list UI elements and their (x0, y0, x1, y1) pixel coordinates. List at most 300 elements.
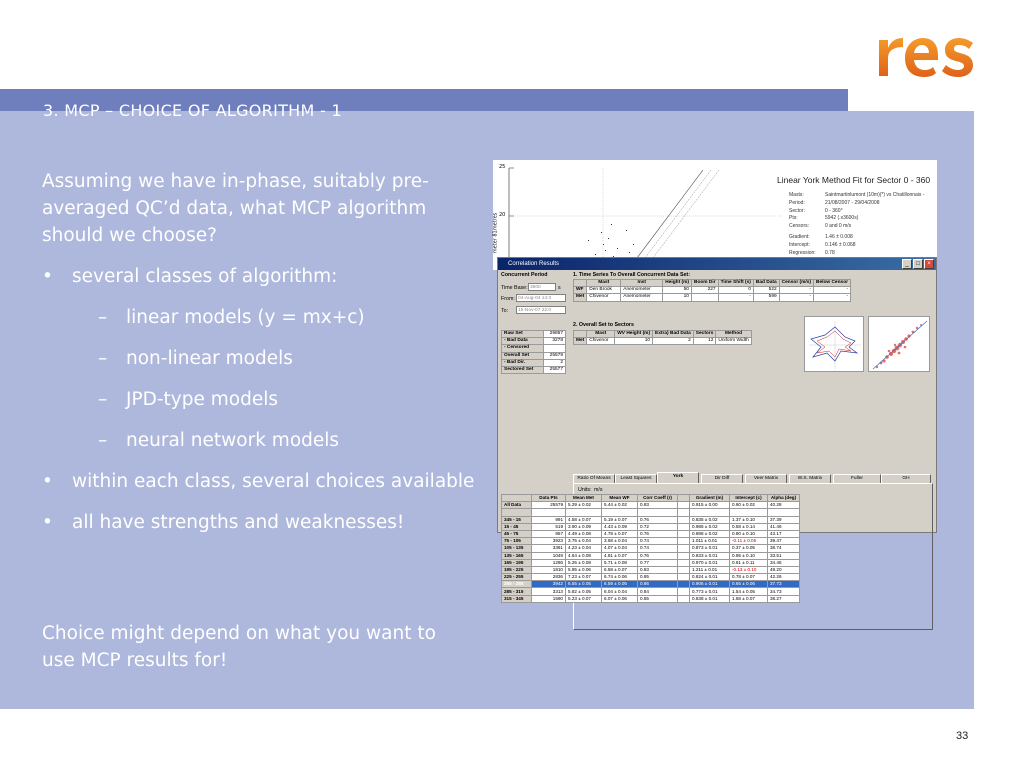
table-cell: 0.833 ± 0.01 (690, 552, 730, 559)
dash-mark: – (98, 307, 108, 328)
table-cell (678, 559, 690, 566)
meta-row (789, 242, 924, 250)
from-label: From: (501, 296, 515, 302)
table-cell: 135 - 165 (502, 552, 532, 559)
sub-bullet-text: neural network models (126, 430, 340, 451)
table-cell: 0.76 (638, 530, 678, 537)
table-cell: Anemometer (621, 287, 663, 294)
table-cell: 40.28 (768, 502, 800, 509)
dash-mark: – (98, 430, 108, 451)
table-cell: 0.78 ± 0.07 (730, 574, 768, 581)
meta-key: Intercept: (789, 241, 810, 248)
column-header: WV Height (m) (615, 331, 653, 338)
table-cell: 1.54 ± 0.05 (730, 588, 768, 595)
table-cell: 3942 (532, 581, 566, 588)
table-cell: 0.773 ± 0.01 (690, 588, 730, 595)
table-cell: 43.17 (768, 530, 800, 537)
table-header-row (574, 331, 752, 338)
bullet-text: several classes of algorithm: (72, 266, 338, 287)
tab-ratio-of-means[interactable]: Ratio Of Means (573, 474, 615, 483)
table-cell: 50 (663, 287, 692, 294)
table-cell (678, 545, 690, 552)
table-cell: 0.37 ± 0.05 (730, 545, 768, 552)
plot-title: Linear York Method Fit for Sector 0 - 360 (777, 175, 931, 185)
table-row (502, 331, 566, 338)
table-cell: 599 (753, 294, 779, 301)
table-cell: 0.76 (638, 552, 678, 559)
table-cell: 5.23 ± 0.07 (566, 595, 602, 602)
column-header: Below Censor (814, 280, 851, 287)
column-header (574, 280, 587, 287)
table-cell: 38.27 (768, 595, 800, 602)
sub-bullet-item (42, 386, 482, 413)
table-cell: 4.81 ± 0.07 (602, 552, 638, 559)
table-cell: 4.78 ± 0.07 (602, 530, 638, 537)
meta-row (789, 200, 924, 208)
table-cell (638, 509, 678, 516)
column-header: Intercept (c) (730, 495, 768, 502)
column-header: Mast (587, 331, 615, 338)
column-header (502, 495, 532, 502)
column-header: Mean Met (566, 495, 602, 502)
table-cell: 1810 (532, 566, 566, 573)
table-row (502, 366, 566, 373)
table-cell: Met (574, 338, 587, 345)
bullet-list (42, 263, 482, 536)
table-cell: 5.95 ± 0.06 (566, 566, 602, 573)
tab-least-squares[interactable]: Least Squares (615, 474, 657, 483)
table-cell (502, 509, 532, 516)
table-cell: 0.74 (638, 538, 678, 545)
table-cell: 285 - 315 (502, 588, 532, 595)
meta-row (789, 192, 924, 200)
meta-key: Masts: (789, 192, 804, 198)
sub-bullet-item (42, 345, 482, 372)
table-row[interactable] (502, 588, 800, 595)
table-cell: 7.23 ± 0.07 (566, 574, 602, 581)
time-base-unit: s (558, 285, 561, 291)
table-row[interactable] (574, 338, 752, 345)
sectors-table (573, 330, 752, 345)
scatter-plot-area (493, 160, 937, 270)
table-cell: 522 (753, 287, 779, 294)
table-cell: 5.44 ± 0.02 (602, 502, 638, 509)
meta-key: Gradient: (789, 233, 810, 240)
table-cell: 2 (653, 338, 694, 345)
table-cell: 0.74 (638, 545, 678, 552)
meta-key: Pts: (789, 215, 798, 222)
to-label: To: (501, 308, 509, 314)
column-header: Mean WF (602, 495, 638, 502)
tab-ws-matrix[interactable]: W.S. Matrix (789, 474, 831, 483)
table-cell: 165 - 195 (502, 559, 532, 566)
correlation-results-window (497, 257, 937, 601)
table-cell: 3278 (544, 338, 566, 345)
sub-bullet-item (42, 427, 482, 454)
table-cell: 5.71 ± 0.08 (602, 559, 638, 566)
dash-mark: – (98, 348, 108, 369)
bullet-text: within each class, several choices available (72, 471, 475, 492)
table-cell: 15 - 45 (502, 523, 532, 530)
meta-key: Regression: (789, 249, 816, 256)
column-header: Censor (m/s) (779, 280, 813, 287)
time-base-select[interactable]: 3600 (528, 283, 556, 291)
table-cell: 0.76 (638, 516, 678, 523)
meta-row (789, 215, 924, 223)
table-cell: 5.25 ± 0.08 (566, 559, 602, 566)
sub-bullet-item (42, 304, 482, 331)
table-cell: 6.04 ± 0.04 (602, 588, 638, 595)
table-cell: 6.59 ± 0.05 (602, 581, 638, 588)
table-cell: 6.55 ± 0.05 (566, 581, 602, 588)
table-cell: 45 - 75 (502, 530, 532, 537)
column-header: Sectors (693, 331, 716, 338)
table-cell: 0.61 ± 0.11 (730, 559, 768, 566)
density-scatter-plot (868, 316, 930, 372)
closing-paragraph: Choice might depend on what you want to use MCP results for! (42, 623, 436, 671)
section1-title: 1. Time Series To Overall Concurrent Data Set: (573, 272, 690, 278)
sub-bullet-text: non-linear models (126, 348, 293, 369)
table-cell (678, 538, 690, 545)
table-cell: 39.47 (768, 538, 800, 545)
meta-row (789, 208, 924, 216)
table-row[interactable] (502, 523, 800, 530)
table-row (502, 338, 566, 345)
time-base-label: Time Base: (501, 285, 528, 291)
table-row[interactable] (502, 502, 800, 509)
table-cell (678, 581, 690, 588)
table-cell: 0.65 ± 0.06 (730, 581, 768, 588)
table-cell: 0.84 (638, 588, 678, 595)
table-cell: 4.64 ± 0.08 (566, 552, 602, 559)
table-cell: - (814, 294, 851, 301)
column-header: Method (716, 331, 751, 338)
table-cell: 195 - 225 (502, 566, 532, 573)
column-header: Corr Coeff (r) (638, 495, 678, 502)
table-cell: 0.824 ± 0.01 (690, 574, 730, 581)
table-cell: 6.58 ± 0.07 (602, 566, 638, 573)
meta-value: 0.146 ± 0.068 (825, 241, 856, 248)
column-header: Gradient (m) (690, 495, 730, 502)
table-cell (678, 516, 690, 523)
title-gap (848, 89, 974, 111)
table-cell: 4.58 ± 0.07 (566, 516, 602, 523)
table-cell: 29857 (544, 331, 566, 338)
table-cell: 0.873 ± 0.01 (690, 545, 730, 552)
minimize-icon[interactable]: _ (902, 259, 912, 269)
table-cell: -0.11 ± 0.05 (730, 538, 768, 545)
column-header: Bad Data (753, 280, 779, 287)
meta-value: 0.78 (825, 249, 835, 256)
table-cell: 1.211 ± 0.01 (690, 566, 730, 573)
column-header: Data Pts (532, 495, 566, 502)
bullet-dot: • (42, 266, 53, 287)
table-row[interactable] (502, 538, 800, 545)
res-logo (876, 30, 976, 80)
table-cell: 255 - 285 (502, 581, 532, 588)
table-header-row (502, 495, 800, 502)
table-cell: 4.07 ± 0.04 (602, 545, 638, 552)
table-cell: 225 - 255 (502, 574, 532, 581)
table-cell (690, 509, 730, 516)
table-cell: 37.39 (768, 516, 800, 523)
table-row[interactable] (502, 559, 800, 566)
table-cell: 5.19 ± 0.07 (602, 516, 638, 523)
table-cell: 75 - 105 (502, 538, 532, 545)
tab-fuller[interactable]: Fuller (833, 474, 881, 483)
table-cell: 10 (615, 338, 653, 345)
table-cell (678, 595, 690, 602)
meta-value: 1.46 ± 0.008 (825, 233, 853, 240)
table-cell: 0.83 (638, 566, 678, 573)
table-cell: 42.26 (768, 574, 800, 581)
column-header: Mast (587, 280, 621, 287)
table-cell: 105 - 135 (502, 545, 532, 552)
fit-metadata (789, 192, 924, 257)
table-cell (678, 566, 690, 573)
table-cell: Chivenor (587, 294, 621, 301)
table-cell: 0.58 ± 0.14 (730, 523, 768, 530)
column-header: Boom Dir (691, 280, 718, 287)
table-cell: 0.83 (638, 502, 678, 509)
dash-mark: – (98, 389, 108, 410)
table-cell: 25579 (532, 502, 566, 509)
window-titlebar (498, 258, 936, 270)
table-cell: 345 - 15 (502, 516, 532, 523)
bullet-item (42, 509, 482, 536)
table-cell: 4.49 ± 0.08 (566, 530, 602, 537)
tab-veer-matrix[interactable]: Veer Matrix (745, 474, 787, 483)
column-header: Inst (621, 280, 663, 287)
table-cell: 0.838 ± 0.01 (690, 595, 730, 602)
table-cell: - Bad Dir. (502, 359, 544, 366)
units-value: m/s (594, 487, 603, 493)
table-cell: 1049 (532, 552, 566, 559)
bullet-text: all have strengths and weaknesses! (72, 512, 405, 533)
wind-rose-plot (804, 316, 864, 372)
table-cell: 4.43 ± 0.09 (602, 523, 638, 530)
table-cell: 0.85 (638, 595, 678, 602)
table-cell: Met (574, 294, 587, 301)
table-cell (678, 530, 690, 537)
meta-key: Censors: (789, 223, 810, 230)
table-cell: Den Brook (587, 287, 621, 294)
table-cell: 5.29 ± 0.02 (566, 502, 602, 509)
table-cell: - Censored (502, 345, 544, 352)
from-date-field[interactable]: 04-Aug-04 14:3 (516, 294, 566, 302)
bullet-dot: • (42, 512, 53, 533)
table-cell: 0.60 ± 0.02 (730, 502, 768, 509)
table-cell: -0.13 ± 0.10 (730, 566, 768, 573)
table-row (502, 345, 566, 352)
table-cell: 957 (532, 530, 566, 537)
table-cell: 6.74 ± 0.06 (602, 574, 638, 581)
table-cell: 3.75 ± 0.04 (566, 538, 602, 545)
meta-value: 5942 (.x3600s) (825, 215, 859, 222)
table-cell: Sectored Set (502, 366, 544, 373)
table-cell: 0.95 ± 0.10 (730, 552, 768, 559)
table-cell (768, 509, 800, 516)
y-tick-20: 20 (499, 212, 506, 218)
table-cell: 48.20 (768, 566, 800, 573)
section2-title: 2. Overall Set to Sectors (573, 322, 634, 328)
column-header: Alpha (deg) (768, 495, 800, 502)
table-cell: 1.68 ± 0.07 (730, 595, 768, 602)
table-cell: Raw Set (502, 331, 544, 338)
table-cell: 12 (693, 338, 716, 345)
table-cell: 5.82 ± 0.05 (566, 588, 602, 595)
table-cell: 0 (718, 287, 753, 294)
table-cell (678, 502, 690, 509)
table-cell: 25577 (544, 366, 566, 373)
table-cell: 1.011 ± 0.01 (690, 538, 730, 545)
table-cell: 0.86 (638, 581, 678, 588)
table-cell: 3923 (532, 538, 566, 545)
close-icon[interactable]: × (924, 259, 934, 269)
table-cell: 1590 (532, 595, 566, 602)
table-cell: 34.46 (768, 559, 800, 566)
table-cell: 0.970 ± 0.01 (690, 559, 730, 566)
window-title: Correlation Results (508, 261, 560, 267)
table-cell: All Data (502, 502, 532, 509)
table-cell: 0.915 ± 0.00 (690, 502, 730, 509)
page-number: 33 (956, 730, 969, 742)
table-row[interactable] (502, 566, 800, 573)
scatter-plot (493, 160, 783, 270)
table-cell: - (814, 287, 851, 294)
table-cell (678, 552, 690, 559)
table-cell: 38.74 (768, 545, 800, 552)
bullet-dot: • (42, 471, 53, 492)
y-tick-25: 25 (499, 164, 506, 170)
table-cell: Overall Set (502, 352, 544, 359)
meta-row (789, 234, 924, 242)
table-cell: 2 (544, 359, 566, 366)
table-row[interactable] (502, 595, 800, 602)
table-cell (602, 509, 638, 516)
meta-row (789, 223, 924, 231)
table-cell: 1.37 ± 0.10 (730, 516, 768, 523)
table-cell: 4.23 ± 0.04 (566, 545, 602, 552)
to-date-field[interactable]: 15-Nov-07 22:0 (516, 306, 566, 314)
tab-york[interactable]: York (657, 472, 699, 483)
table-cell: 0.85 (638, 574, 678, 581)
maximize-icon[interactable]: □ (913, 259, 923, 269)
table-cell: 0.906 ± 0.01 (690, 581, 730, 588)
time-series-table (573, 279, 851, 302)
table-cell: 0.835 ± 0.02 (690, 516, 730, 523)
table-cell: - (718, 294, 753, 301)
table-row[interactable] (502, 574, 800, 581)
table-row[interactable] (502, 545, 800, 552)
table-cell: WF (574, 287, 587, 294)
table-cell (532, 509, 566, 516)
york-results-table (501, 494, 800, 603)
table-cell (678, 523, 690, 530)
column-header (678, 495, 690, 502)
table-cell: 25579 (544, 352, 566, 359)
table-cell: 0.986 ± 0.02 (690, 523, 730, 530)
table-cell: 3313 (532, 588, 566, 595)
scatter-points (583, 224, 634, 261)
meta-value: Saintmartinlumont (10m)(*) vs Chatillonnais - (825, 192, 925, 198)
meta-key: Period: (789, 199, 805, 206)
table-cell: 34.73 (768, 588, 800, 595)
bullet-item (42, 263, 482, 290)
y-axis-label: meter 81metres (492, 212, 499, 254)
meta-value: 0 - 360° (825, 207, 843, 214)
meta-value: 21/08/2007 - 29/04/2008 (825, 199, 880, 206)
table-cell: 10 (663, 294, 692, 301)
table-row[interactable] (502, 552, 800, 559)
table-row[interactable] (502, 530, 800, 537)
table-cell: 0.888 ± 0.02 (690, 530, 730, 537)
intro-paragraph: Assuming we have in-phase, suitably pre-averaged QC’d data, what MCP algorithm should we choose? (42, 171, 429, 246)
table-cell: 3361 (532, 545, 566, 552)
table-cell: 3.90 ± 0.09 (566, 523, 602, 530)
table-cell: - (779, 294, 813, 301)
table-cell: 33.51 (768, 552, 800, 559)
concurrent-period-label: Concurrent Period (501, 272, 548, 278)
table-row (502, 352, 566, 359)
table-cell: 315 - 345 (502, 595, 532, 602)
bullet-item (42, 468, 482, 495)
column-header (574, 331, 587, 338)
table-cell (544, 345, 566, 352)
table-cell (678, 588, 690, 595)
table-cell: 227 (691, 287, 718, 294)
counts-table (501, 330, 566, 374)
table-row[interactable] (502, 516, 800, 523)
table-row[interactable] (574, 287, 851, 294)
table-cell: - Bad Data (502, 338, 544, 345)
table-row[interactable] (502, 581, 800, 588)
table-cell: Anemometer (621, 294, 663, 301)
table-cell (678, 509, 690, 516)
slide-title: 3. MCP – CHOICE OF ALGORITHM - 1 (43, 101, 342, 120)
units-label: Units: (578, 487, 592, 493)
table-cell: 6.07 ± 0.06 (602, 595, 638, 602)
table-cell: 1286 (532, 559, 566, 566)
table-cell: Chivenor (587, 338, 615, 345)
meta-value: 0 and 0 m/s (825, 223, 852, 230)
table-cell (730, 509, 768, 516)
column-header: Height (m) (663, 280, 692, 287)
table-cell: 3.68 ± 0.04 (602, 538, 638, 545)
table-cell: 991 (532, 516, 566, 523)
tab-gh[interactable]: GH (881, 474, 931, 483)
sub-bullet-text: JPD-type models (126, 389, 278, 410)
table-cell (691, 294, 718, 301)
sub-bullet-text: linear models (y = mx+c) (126, 307, 365, 328)
table-row[interactable] (502, 509, 800, 516)
table-cell: 0.80 ± 0.10 (730, 530, 768, 537)
table-cell: - (779, 287, 813, 294)
software-screenshot (492, 160, 937, 601)
table-cell: 2836 (532, 574, 566, 581)
table-cell: 519 (532, 523, 566, 530)
tab-dir-diff[interactable]: Dir Diff (701, 474, 743, 483)
table-cell: 41.46 (768, 523, 800, 530)
table-cell: 0.72 (638, 523, 678, 530)
table-cell: 37.73 (768, 581, 800, 588)
column-header: Time Shift (s) (718, 280, 753, 287)
table-cell (566, 509, 602, 516)
table-row[interactable] (574, 294, 851, 301)
table-cell: Uniform Width (716, 338, 751, 345)
table-row (502, 359, 566, 366)
table-header-row (574, 280, 851, 287)
